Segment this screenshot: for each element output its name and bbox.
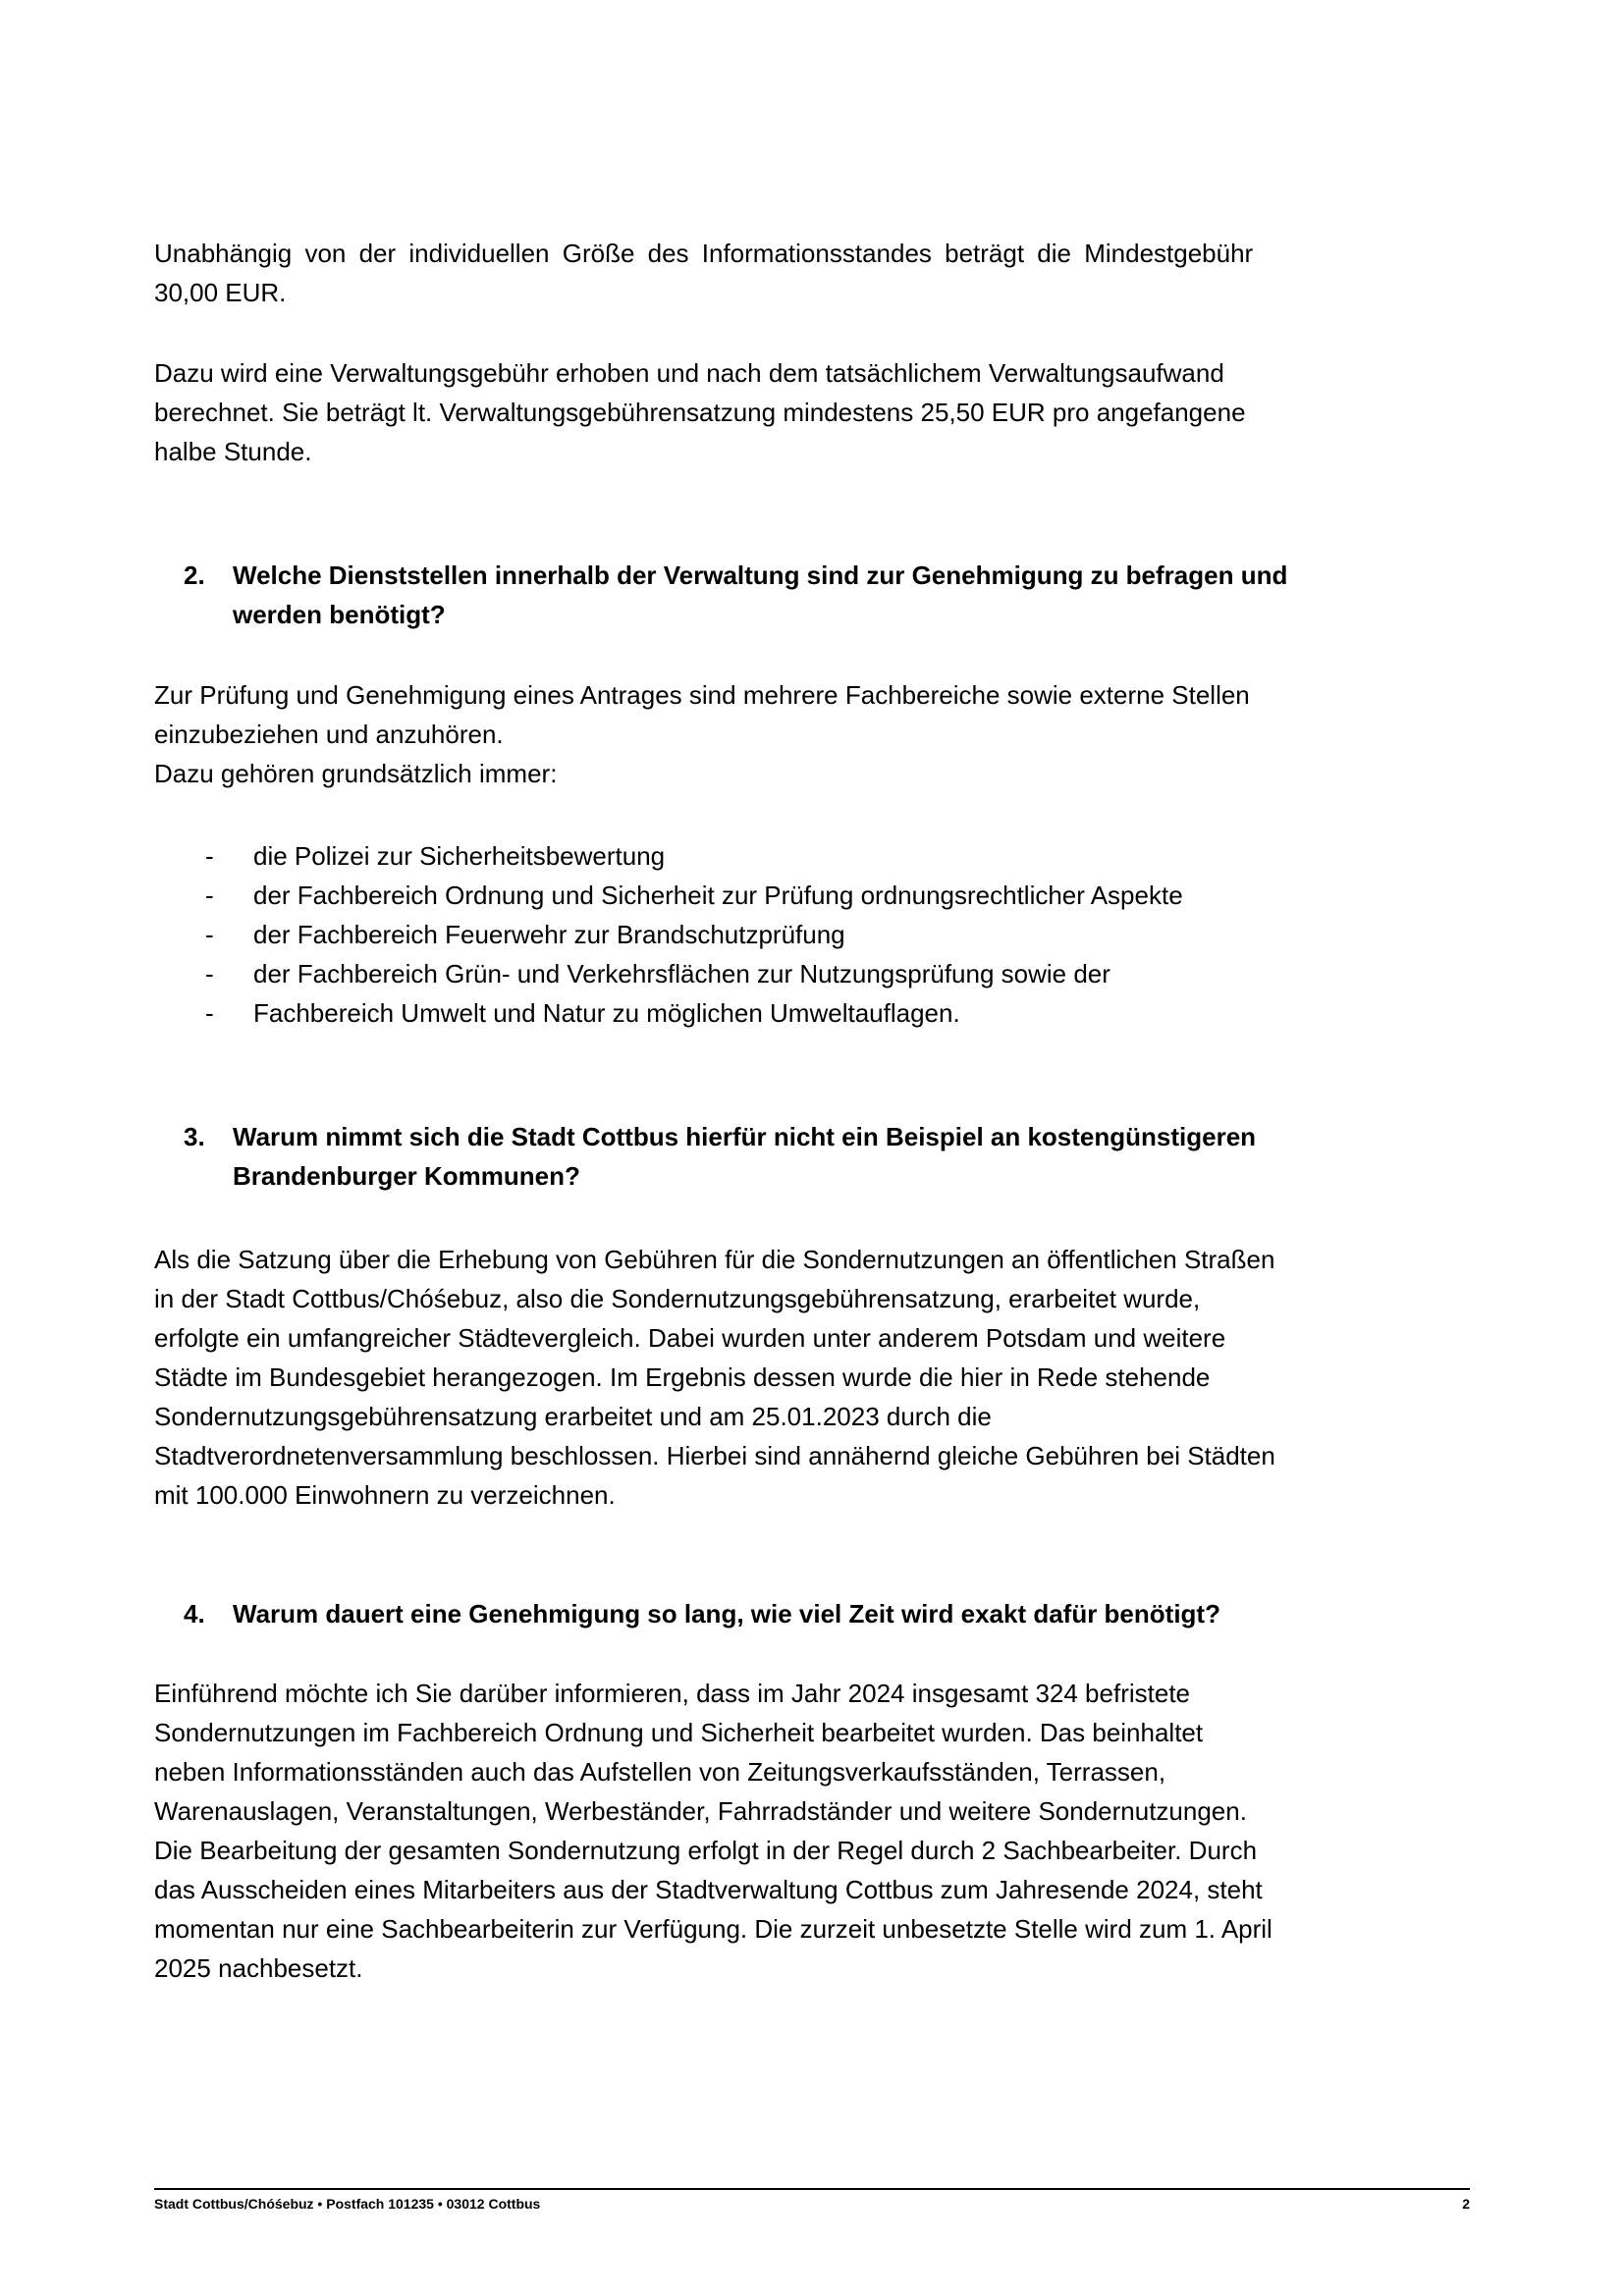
text-line: erfolgte ein umfangreicher Städtevergleich. Dabei wurden unter anderem Potsdam und weitere <box>154 1323 1226 1353</box>
list-item-text: der Fachbereich Grün- und Verkehrsflächen zur Nutzungsprüfung sowie der <box>253 959 1110 988</box>
text-line: momentan nur eine Sachbearbeiterin zur Verfügung. Die zurzeit unbesetzte Stelle wird zum 1. April <box>154 1914 1272 1944</box>
list-item-text: der Fachbereich Ordnung und Sicherheit zur Prüfung ordnungsrechtlicher Aspekte <box>253 881 1183 910</box>
text-line: 2025 nachbesetzt. <box>154 1953 363 1983</box>
text-line: Als die Satzung über die Erhebung von Gebühren für die Sondernutzungen an öffentlichen Straßen <box>154 1245 1275 1274</box>
text-line: Einführend möchte ich Sie darüber informieren, dass im Jahr 2024 insgesamt 324 befristete <box>154 1679 1191 1708</box>
text-line: Unabhängig von der individuellen Größe des Informationsstandes beträgt die Mindestgebühr <box>154 239 1254 268</box>
text-line: mit 100.000 Einwohnern zu verzeichnen. <box>154 1480 616 1510</box>
dash-bullet-icon: - <box>205 959 214 988</box>
heading-line: Warum nimmt sich die Stadt Cottbus hierfür nicht ein Beispiel an kostengünstigeren <box>233 1122 1257 1151</box>
dash-bullet-icon: - <box>205 920 214 949</box>
text-line: neben Informationsständen auch das Aufstellen von Zeitungsverkaufsständen, Terrassen, <box>154 1757 1166 1787</box>
list-item-text: die Polizei zur Sicherheitsbewertung <box>253 841 666 871</box>
text-line: halbe Stunde. <box>154 437 312 466</box>
text-line: 30,00 EUR. <box>154 278 287 307</box>
footer-divider <box>154 2188 1470 2190</box>
section-number: 2. <box>184 561 205 590</box>
text-line: das Ausscheiden eines Mitarbeiters aus der Stadtverwaltung Cottbus zum Jahresende 2024, steht <box>154 1875 1263 1904</box>
text-line: Zur Prüfung und Genehmigung eines Antrages sind mehrere Fachbereiche sowie externe Stellen <box>154 680 1250 710</box>
text-line: in der Stadt Cottbus/Chóśebuz, also die Sondernutzungsgebührensatzung, erarbeitet wurde, <box>154 1284 1201 1313</box>
text-line: Dazu gehören grundsätzlich immer: <box>154 759 558 788</box>
text-line: berechnet. Sie beträgt lt. Verwaltungsgebührensatzung mindestens 25,50 EUR pro angefangene <box>154 398 1246 427</box>
list-item-text: Fachbereich Umwelt und Natur zu möglichen Umweltauflagen. <box>253 998 960 1028</box>
page-number: 2 <box>1462 2196 1470 2212</box>
text-line: Warenauslagen, Veranstaltungen, Werbeständer, Fahrradständer und weitere Sondernutzungen. <box>154 1796 1247 1826</box>
dash-bullet-icon: - <box>205 881 214 910</box>
heading-line: Welche Dienststellen innerhalb der Verwaltung sind zur Genehmigung zu befragen und <box>233 561 1288 590</box>
text-line: Sondernutzungen im Fachbereich Ordnung und Sicherheit bearbeitet wurden. Das beinhaltet <box>154 1718 1204 1747</box>
list-item-text: der Fachbereich Feuerwehr zur Brandschutzprüfung <box>253 920 845 949</box>
text-line: Dazu wird eine Verwaltungsgebühr erhoben und nach dem tatsächlichem Verwaltungsaufwand <box>154 358 1224 388</box>
section-number: 4. <box>184 1599 205 1629</box>
text-line: einzubeziehen und anzuhören. <box>154 720 504 749</box>
dash-bullet-icon: - <box>205 998 214 1028</box>
text-line: Sondernutzungsgebührensatzung erarbeitet und am 25.01.2023 durch die <box>154 1402 992 1431</box>
heading-line: Brandenburger Kommunen? <box>233 1161 580 1191</box>
text-line: Die Bearbeitung der gesamten Sondernutzung erfolgt in der Regel durch 2 Sachbearbeiter. Durch <box>154 1836 1258 1865</box>
section-number: 3. <box>184 1122 205 1151</box>
text-line: Städte im Bundesgebiet herangezogen. Im Ergebnis dessen wurde die hier in Rede stehende <box>154 1362 1211 1392</box>
heading-line: werden benötigt? <box>233 600 446 629</box>
text-line: Stadtverordnetenversammlung beschlossen. Hierbei sind annähernd gleiche Gebühren bei Städten <box>154 1441 1275 1470</box>
footer-address: Stadt Cottbus/Chóśebuz • Postfach 101235 • 03012 Cottbus <box>154 2196 541 2212</box>
heading-line: Warum dauert eine Genehmigung so lang, wie viel Zeit wird exakt dafür benötigt? <box>233 1599 1220 1629</box>
dash-bullet-icon: - <box>205 841 214 871</box>
